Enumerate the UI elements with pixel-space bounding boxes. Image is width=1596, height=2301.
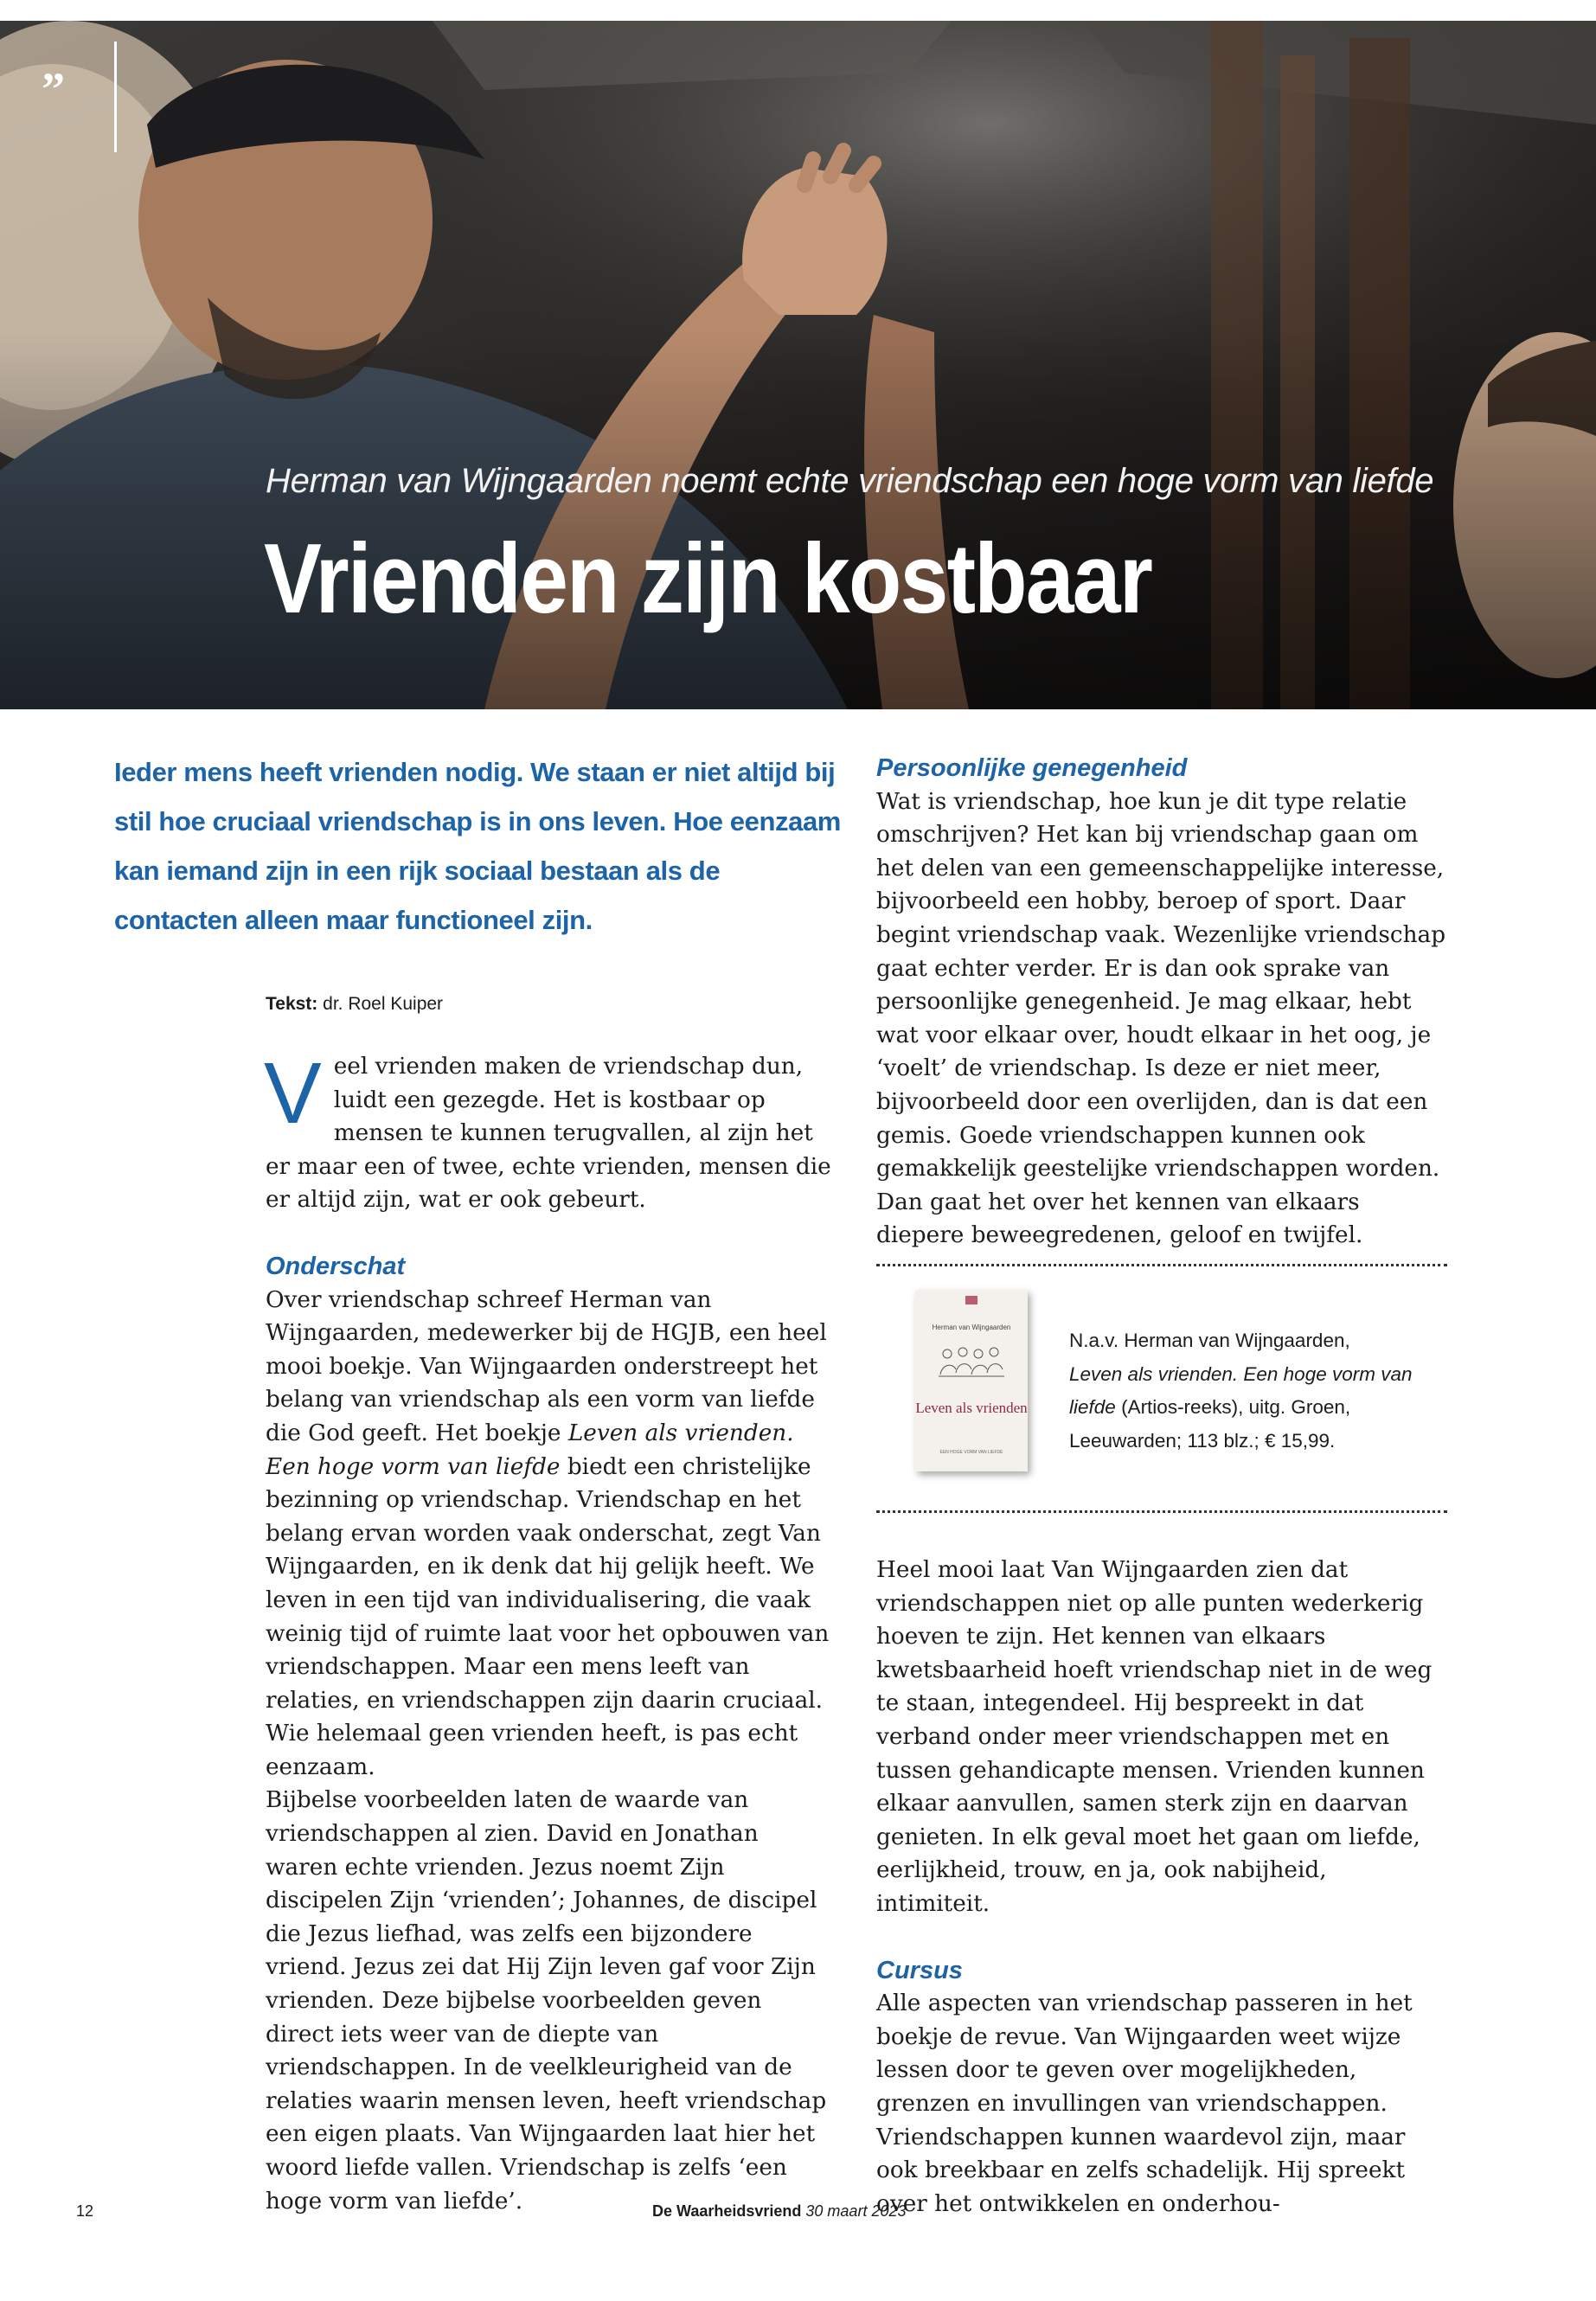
publication-footer <box>652 2203 906 2219</box>
book-cover-title: Leven als vrienden <box>915 1400 1028 1416</box>
right-column-bottom <box>876 1554 1447 2221</box>
article-intro: Ieder mens heeft vrienden nodig. We staan er niet altijd bij stil hoe cruciaal vriendschap is in ons leven. Hoe eenzaam kan iemand zijn in een rijk sociaal bestaan als de contacten alleen maar functioneel zijn. <box>114 757 841 935</box>
paragraph: Alle aspecten van vriendschap passeren in het boekje de revue. Van Wijngaarden weet wijze lessen door te geven over mogelijkheden, grenzen en invullingen van vriendschappen. Vriendschappen kunnen waardevol zijn, maar ook breekbaar en zelfs schadelijk. Hij spreekt over het ontwikkelen en onderhou- <box>876 1990 1413 2217</box>
publication-date: 30 maart 2023 <box>805 2202 907 2220</box>
left-column <box>264 1045 832 2218</box>
dotted-divider <box>876 1510 1447 1513</box>
byline-author: dr. Roel Kuiper <box>323 994 444 1014</box>
heading-cursus: Cursus <box>876 1956 963 1984</box>
paragraph: Heel mooi laat Van Wijngaarden zien dat vriendschappen niet op alle punten wederkerig hoeven te zijn. Het kennen van elkaars kwetsbaarheid hoeft vriendschap niet in de weg te staan, integendeel. Hij bespreekt in dat verband onder meer vriendschappen met en tussen gehandicapte mensen. Vrienden kunnen elkaar aanvullen, samen sterk zijn en daarvan genieten. In elk geval moet het gaan om liefde, eerlijkheid, trouw, en ja, ook nabijheid, intimiteit. <box>876 1557 1433 1917</box>
right-column-top <box>876 752 1447 1253</box>
book-title-inline: Leven als vrienden. Een hoge vorm van liefde <box>266 1420 794 1480</box>
paragraph: Over vriendschap schreef Herman van Wijngaarden, medewerker bij de HGJB, een heel mooi boekje. Van Wijngaarden onderstreept het belang van vriendschap als een vorm van liefde die God geeft. Het boekje Leven als vrienden. Een hoge vorm van liefde biedt een christelijke bezinning op vriendschap. Vriendschap en het belang ervan worden vaak onderschat, zegt Van Wijngaarden, en ik denk dat hij gelijk heeft. We leven in een tijd van individualisering, die vaak weinig tijd of ruimte laat voor het opbouwen van vriendschappen. Maar een mens leeft van relaties, en vriendschappen zijn daarin cruciaal. Wie helemaal geen vrienden heeft, is pas echt eenzaam. <box>266 1286 830 1780</box>
book-cover-subtitle: EEN HOGE VORM VAN LIEFDE <box>939 1450 1003 1455</box>
book-title: Leven als vrienden. Een hoge vorm van liefde <box>1069 1362 1413 1418</box>
publication-name: De Waarheidsvriend <box>652 2202 802 2220</box>
quote-divider <box>114 42 117 152</box>
opening-paragraph: Veel vrienden maken de vriendschap dun, luidt een gezegde. Het is kostbaar op mensen te kunnen terugvallen, al zijn het er maar een of twee, echte vrienden, mensen die er altijd zijn, wat er ook gebeurt. <box>264 1045 831 1214</box>
paragraph: Bijbelse voorbeelden laten de waarde van vriendschappen al zien. David en Jonathan waren echte vrienden. Jezus noemt Zijn discipelen Zijn ‘vrienden’; Johannes, de discipel die Jezus liefhad, was zelfs een bijzondere vriend. Jezus zei dat Hij Zijn leven gaf voor Zijn vrienden. Deze bijbelse voorbeelden geven direct iets weer van de diepte van vriendschappen. In de veelkleurigheid van de relaties waarin mensen leven, heeft vriendschap een eigen plaats. Van Wijngaarden laat hier het woord liefde vallen. Vriendschap is zelfs ‘een hoge vorm van liefde’. <box>266 1787 827 2214</box>
dropcap: V <box>264 1045 322 1142</box>
hero-photo <box>0 21 1596 709</box>
page-number: 12 <box>76 2202 94 2220</box>
article-headline: Vrienden zijn kostbaar <box>264 524 1152 634</box>
quote-mark-icon: ” <box>42 63 65 115</box>
heading-persoonlijke-genegenheid: Persoonlijke genegenheid <box>876 754 1188 782</box>
book-info-box <box>876 1259 1447 1518</box>
friends-illustration-icon <box>937 1343 1006 1378</box>
series-badge <box>965 1296 977 1304</box>
heading-onderschat: Onderschat <box>266 1252 406 1280</box>
article-kicker: Herman van Wijngaarden noemt echte vriendschap een hoge vorm van liefde <box>266 462 1434 500</box>
book-cover-author: Herman van Wijngaarden <box>932 1324 1011 1331</box>
byline <box>266 993 443 1015</box>
book-citation: N.a.v. Herman van Wijngaarden, Leven als vrienden. Een hoge vorm van liefde (Artios-reeks), uitg. Groen, Leeuwarden; 113 blz.; € 15,99. <box>1069 1330 1413 1452</box>
dotted-divider <box>876 1264 1447 1266</box>
paragraph: Wat is vriendschap, hoe kun je dit type relatie omschrijven? Het kan bij vriendschap gaan om het delen van een gemeenschappelijke interesse, bijvoorbeeld een hobby, beroep of sport. Daar begint vriendschap vaak. Wezenlijke vriendschap gaat echter verder. Er is dan ook sprake van persoonlijke genegenheid. Je mag elkaar, hebt wat voor elkaar over, houdt elkaar in het oog, je ‘voelt’ de vriendschap. Is deze er niet meer, bijvoorbeeld door een overlijden, dan is dat een gemis. Goede vriendschappen kunnen ook gemakkelijk geestelijke vriendschappen worden. Dan gaat het over het kennen van elkaars diepere beweegredenen, geloof en twijfel. <box>876 788 1446 1249</box>
book-cover <box>915 1290 1028 1471</box>
byline-label: Tekst: <box>266 994 318 1014</box>
